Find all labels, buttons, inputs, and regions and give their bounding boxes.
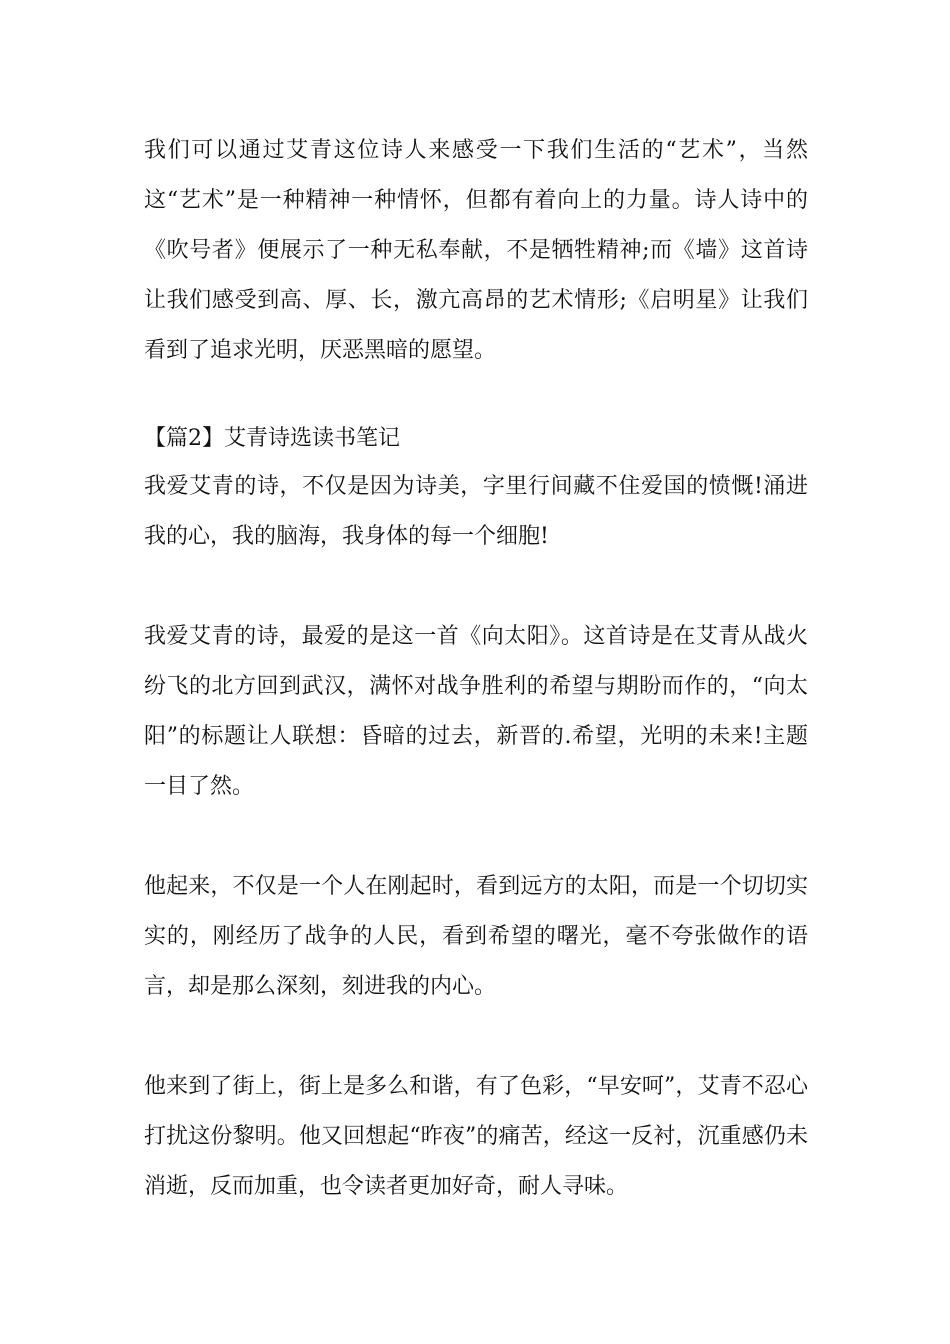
paragraph-gap <box>144 1012 808 1062</box>
body-paragraph-2: 他起来，不仅是一个人在刚起时，看到远方的太阳，而是一个切切实实的，刚经历了战争的人民，看到希望的曙光，毫不夸张做作的语言，却是那么深刻，刻进我的内心。 <box>144 874 808 999</box>
body-paragraph-3: 他来到了街上，街上是多么和谐，有了色彩，“早安呵”，艾青不忍心打扰这份黎明。他又回想起“昨夜”的痛苦，经这一反衬，沉重感仍未消逝，反而加重，也令读者更加好奇，耐人寻味。 <box>144 1074 808 1199</box>
intro-paragraph: 我们可以通过艾青这位诗人来感受一下我们生活的“艺术”，当然这“艺术”是一种精神一种情怀，但都有着向上的力量。诗人诗中的《吹号者》便展示了一种无私奉献，不是牺牲精神;而《墙》这首诗让我们感受到高、厚、长，激亢高昂的艺术情形;《启明星》让我们看到了追求光明，厌恶黑暗的愿望。 <box>144 138 808 363</box>
paragraph-after-heading: 我爱艾青的诗，不仅是因为诗美，字里行间藏不住爱国的愤慨!涌进我的心，我的脑海，我身体的每一个细胞! <box>144 474 808 549</box>
body-paragraph-1: 我爱艾青的诗，最爱的是这一首《向太阳》。这首诗是在艾青从战火纷飞的北方回到武汉，满怀对战争胜利的希望与期盼而作的，“向太阳”的标题让人联想：昏暗的过去，新晋的.希望，光明的未来!主题一目了然。 <box>144 624 808 799</box>
paragraph-gap <box>144 562 808 612</box>
section-heading: 【篇2】艾青诗选读书笔记 <box>144 426 400 451</box>
paragraph-gap <box>144 376 808 416</box>
paragraph-gap <box>144 812 808 862</box>
document-page <box>144 126 808 1212</box>
